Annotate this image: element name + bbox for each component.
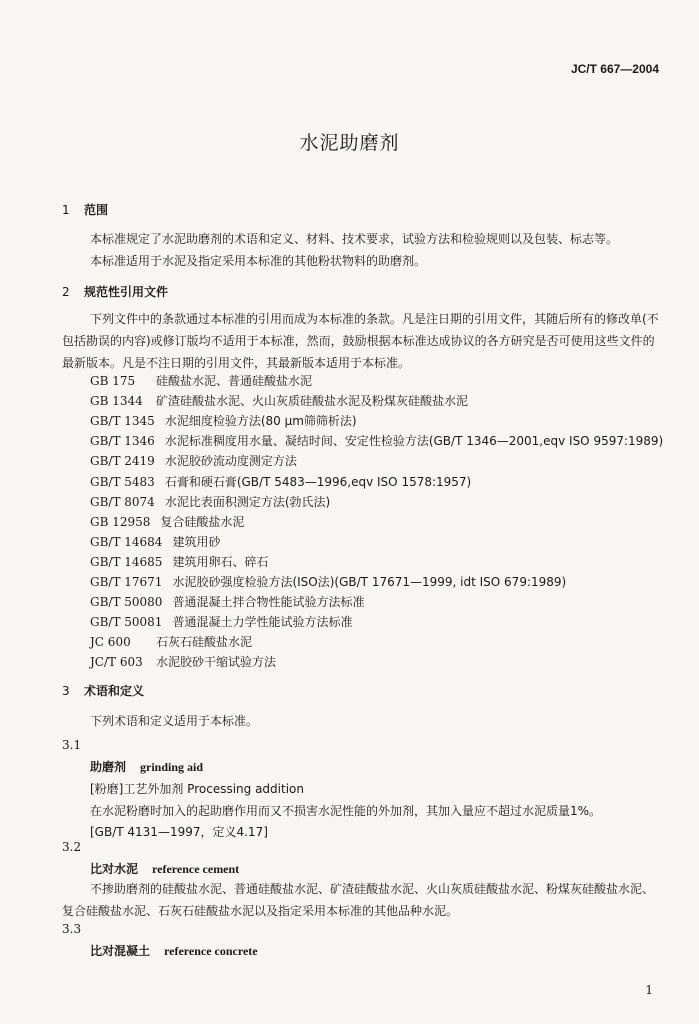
reference-code: GB/T 14684	[90, 534, 163, 549]
reference-title: 普通混凝土拌合物性能试验方法标准	[172, 595, 365, 610]
reference-item	[90, 553, 268, 570]
clause-number: 3.1	[62, 738, 82, 752]
reference-item	[90, 513, 244, 530]
clause-number: 3.3	[62, 922, 82, 936]
reference-item	[90, 392, 468, 409]
term-en: grinding aid	[140, 760, 204, 774]
reference-title: 水泥标准稠度用水量、凝结时间、安定性检验方法(GB/T 1346—2001,eqv ISO 9597:1989)	[164, 434, 664, 449]
section-number: 2	[62, 285, 70, 299]
reference-code: GB/T 2419	[90, 454, 155, 469]
paragraph: 下列文件中的条款通过本标准的引用而成为本标准的条款。凡是注日期的引用文件，其随后所有的修改单(不包括勘误的内容)或修订版均不适用于本标准，然而，鼓励根据本标准达成协议的各方研究是否可使用这些文件的最新版本。凡是不注日期的引用文件，其最新版本适用于本标准。	[62, 312, 659, 370]
section-title: 规范性引用文件	[84, 285, 169, 299]
paragraph: 下列术语和定义适用于本标准。	[90, 714, 259, 728]
section-number: 1	[62, 203, 70, 217]
term-entry	[90, 758, 203, 775]
reference-code: GB/T 8074	[90, 494, 155, 509]
term-zh: 比对水泥	[90, 862, 139, 876]
reference-code: GB/T 14685	[90, 554, 163, 569]
term-en: reference cement	[152, 862, 240, 876]
term-entry	[90, 860, 239, 877]
section-2-heading	[62, 283, 168, 300]
reference-title: 水泥胶砂强度检验方法(ISO法)(GB/T 17671—1999, idt ISO 679:1989)	[172, 575, 567, 589]
term-alt: [粉磨]工艺外加剂 Processing addition	[90, 782, 304, 796]
reference-code: GB/T 1345	[90, 414, 155, 429]
reference-code: GB/T 50081	[90, 615, 163, 630]
reference-title: 水泥比表面积测定方法(勃氏法)	[164, 494, 331, 509]
reference-title: 水泥细度检验方法(80 μm筛筛析法)	[164, 414, 357, 429]
reference-title: 石膏和硬石膏(GB/T 5483—1996,eqv ISO 1578:1957)	[164, 474, 472, 489]
reference-code: GB/T 50080	[90, 595, 163, 610]
reference-title: 水泥胶砂流动度测定方法	[164, 454, 297, 469]
reference-item	[90, 533, 220, 550]
reference-item	[90, 432, 663, 449]
reference-code: GB/T 1346	[90, 434, 155, 449]
reference-item	[90, 613, 352, 630]
reference-title: 石灰石硅酸盐水泥	[156, 635, 253, 650]
reference-code: GB 175	[90, 374, 136, 388]
term-en: reference concrete	[164, 944, 258, 958]
paragraph: 本标准适用于水泥及指定采用本标准的其他粉状物料的助磨剂。	[90, 254, 427, 268]
reference-code: JC 600	[90, 635, 131, 650]
document-title: 水泥助磨剂	[299, 132, 400, 154]
reference-title: 建筑用卵石、碎石	[172, 554, 269, 569]
term-zh: 助磨剂	[90, 760, 127, 774]
reference-item	[90, 493, 330, 510]
section-1-heading	[62, 201, 108, 218]
section-title: 范围	[84, 203, 109, 217]
reference-item	[90, 452, 297, 469]
term-source: [GB/T 4131—1997，定义4.17]	[90, 825, 268, 839]
term-definition: 在水泥粉磨时加入的起助磨作用而又不损害水泥性能的外加剂，其加入量应不超过水泥质量1%。	[90, 804, 602, 818]
reference-title: 建筑用砂	[172, 534, 221, 549]
reference-code: GB 1344	[90, 394, 143, 409]
reference-item	[90, 473, 471, 490]
reference-item	[90, 593, 364, 610]
paragraph: 本标准规定了水泥助磨剂的术语和定义、材料、技术要求，试验方法和检验规则以及包装、标志等。	[90, 232, 619, 246]
section-number: 3	[62, 684, 70, 698]
reference-item	[90, 573, 566, 590]
reference-code: GB/T 5483	[90, 474, 155, 489]
term-definition: 不掺助磨剂的硅酸盐水泥、普通硅酸盐水泥、矿渣硅酸盐水泥、火山灰质硅酸盐水泥、粉煤灰硅酸盐水泥、复合硅酸盐水泥、石灰石硅酸盐水泥以及指定采用本标准的其他品种水泥。	[62, 882, 655, 918]
section-3-heading	[62, 682, 144, 699]
reference-code: GB 12958	[90, 514, 151, 529]
reference-code: GB/T 17671	[90, 575, 163, 589]
reference-code: JC/T 603	[90, 655, 143, 670]
reference-title: 矿渣硅酸盐水泥、火山灰质硅酸盐水泥及粉煤灰硅酸盐水泥	[156, 394, 469, 409]
page-number: 1	[645, 983, 653, 997]
reference-title: 水泥胶砂干缩试验方法	[156, 655, 277, 670]
reference-item	[90, 412, 357, 429]
clause-number: 3.2	[62, 840, 82, 854]
reference-item	[90, 372, 312, 389]
reference-title: 硅酸盐水泥、普通硅酸盐水泥	[156, 374, 313, 388]
term-zh: 比对混凝土	[90, 944, 151, 958]
term-entry	[90, 942, 258, 959]
reference-title: 普通混凝土力学性能试验方法标准	[172, 615, 353, 630]
section-title: 术语和定义	[84, 684, 145, 698]
standard-code: JC/T 667—2004	[570, 62, 659, 76]
reference-item	[90, 653, 276, 670]
reference-title: 复合硅酸盐水泥	[160, 514, 245, 529]
reference-item	[90, 633, 252, 650]
